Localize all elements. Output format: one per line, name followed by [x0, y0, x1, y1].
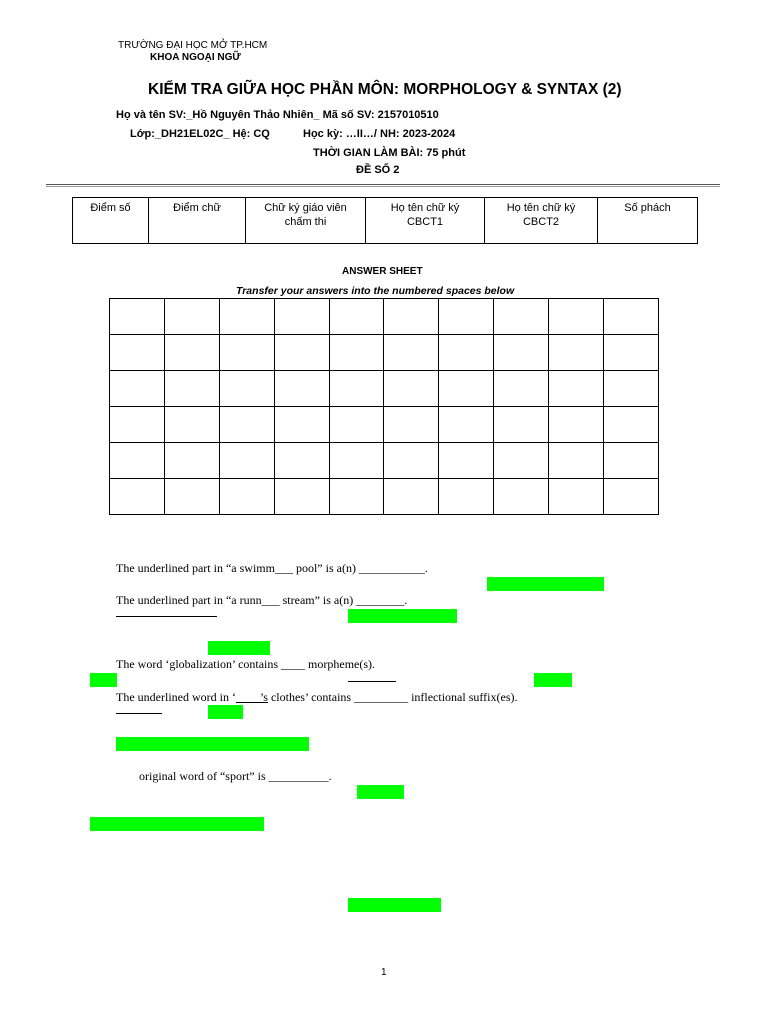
- grading-table: [72, 197, 698, 244]
- class-info: Lớp:_DH21EL02C_ Hệ: CQ: [130, 128, 270, 140]
- question-3: The word ‘globalization’ contains ____ morpheme(s).: [116, 657, 376, 671]
- answer-grid-cell[interactable]: [494, 299, 549, 335]
- answer-grid-row: [110, 443, 659, 479]
- answer-grid-cell[interactable]: [219, 335, 274, 371]
- answer-grid-cell[interactable]: [164, 479, 219, 515]
- answer-grid-cell[interactable]: [219, 479, 274, 515]
- grading-cell-code: [598, 198, 698, 244]
- answer-grid-cell[interactable]: [219, 407, 274, 443]
- answer-grid-cell[interactable]: [274, 371, 329, 407]
- divider-line: [46, 184, 720, 185]
- answer-grid-cell[interactable]: [549, 479, 604, 515]
- answer-grid-cell[interactable]: [494, 335, 549, 371]
- student-info: Họ và tên SV:_Hồ Nguyên Thảo Nhiên_ Mã số SV: 2157010510: [116, 109, 439, 121]
- answer-grid-cell[interactable]: [604, 335, 659, 371]
- grading-header-line1: Số phách: [624, 202, 671, 214]
- answer-grid-cell[interactable]: [439, 443, 494, 479]
- answer-grid-row: [110, 371, 659, 407]
- answer-grid-cell[interactable]: [494, 407, 549, 443]
- grading-cell-grader-signature: [246, 198, 366, 244]
- answer-grid-cell[interactable]: [604, 443, 659, 479]
- answer-grid-cell[interactable]: [110, 371, 165, 407]
- question-4: [116, 690, 517, 705]
- question-4-prefix: The underlined word in ‘: [116, 690, 236, 704]
- answer-grid-cell[interactable]: [110, 443, 165, 479]
- question-5: original word of “sport” is __________.: [139, 769, 332, 783]
- answer-sheet-instruction: Transfer your answers into the numbered spaces below: [236, 285, 515, 297]
- term-info: Học kỳ: …II…/ NH: 2023-2024: [303, 128, 456, 140]
- answer-grid-cell[interactable]: [494, 443, 549, 479]
- answer-grid-row: [110, 407, 659, 443]
- exam-duration: THỜI GIAN LÀM BÀI: 75 phút: [313, 147, 466, 159]
- highlight-mark: [348, 609, 457, 623]
- answer-grid-cell[interactable]: [329, 407, 384, 443]
- grading-header-line2: CBCT1: [406, 216, 444, 228]
- answer-grid-cell[interactable]: [439, 371, 494, 407]
- answer-grid-cell[interactable]: [439, 407, 494, 443]
- answer-grid-cell[interactable]: [164, 407, 219, 443]
- highlight-mark: [208, 641, 270, 655]
- divider-line-secondary: [46, 186, 720, 187]
- answer-sheet-title: ANSWER SHEET: [342, 266, 423, 277]
- answer-grid-cell[interactable]: [494, 479, 549, 515]
- answer-grid-cell[interactable]: [384, 371, 439, 407]
- highlight-mark: [534, 673, 572, 687]
- answer-grid-cell[interactable]: [604, 407, 659, 443]
- answer-grid-row: [110, 335, 659, 371]
- answer-grid-cell[interactable]: [549, 371, 604, 407]
- grading-header-line1: Điểm chữ: [173, 202, 221, 214]
- faculty-name: KHOA NGOẠI NGỮ: [150, 52, 241, 63]
- answer-blank-line: [348, 681, 396, 682]
- answer-grid-cell[interactable]: [164, 299, 219, 335]
- grading-header-line2: chấm thi: [284, 216, 327, 228]
- answer-grid-cell[interactable]: [329, 299, 384, 335]
- question-2: The underlined part in “a runn___ stream” is a(n) ________.: [116, 593, 408, 607]
- answer-grid-cell[interactable]: [274, 479, 329, 515]
- university-name: TRƯỜNG ĐẠI HỌC MỞ TP.HCM: [118, 40, 268, 51]
- answer-grid-cell[interactable]: [219, 299, 274, 335]
- answer-grid-cell[interactable]: [549, 407, 604, 443]
- answer-grid-cell[interactable]: [329, 443, 384, 479]
- exam-number: ĐỀ SỐ 2: [356, 164, 400, 176]
- answer-blank-line: [116, 616, 217, 617]
- question-4-suffix: clothes’ contains _________ inflectional suffix(es).: [267, 690, 518, 704]
- answer-grid-cell[interactable]: [439, 335, 494, 371]
- grading-cell-proctor2: [485, 198, 598, 244]
- highlight-mark: [116, 737, 309, 751]
- answer-grid-cell[interactable]: [604, 371, 659, 407]
- answer-grid-cell[interactable]: [110, 407, 165, 443]
- answer-grid-cell[interactable]: [549, 443, 604, 479]
- answer-grid-cell[interactable]: [110, 335, 165, 371]
- answer-grid-cell[interactable]: [219, 371, 274, 407]
- answer-grid-cell[interactable]: [384, 299, 439, 335]
- answer-grid-cell[interactable]: [164, 335, 219, 371]
- answer-grid-cell[interactable]: [549, 335, 604, 371]
- grading-header-line2: CBCT2: [522, 216, 560, 228]
- answer-grid-cell[interactable]: [384, 407, 439, 443]
- highlight-mark: [208, 705, 243, 719]
- answer-grid-cell[interactable]: [604, 299, 659, 335]
- grading-header-line1: Chữ ký giáo viên: [264, 202, 347, 214]
- highlight-mark: [90, 817, 264, 831]
- answer-grid-cell[interactable]: [219, 443, 274, 479]
- answer-grid-cell[interactable]: [384, 443, 439, 479]
- answer-grid-cell[interactable]: [549, 299, 604, 335]
- answer-grid-cell[interactable]: [384, 479, 439, 515]
- question-4-underlined: ____’s: [235, 690, 268, 704]
- grading-cell-score-words: [149, 198, 246, 244]
- grading-header-line1: Họ tên chữ ký: [390, 202, 460, 214]
- answer-grid: [109, 298, 659, 515]
- answer-grid-cell[interactable]: [329, 479, 384, 515]
- answer-grid-cell[interactable]: [384, 335, 439, 371]
- grading-header-line1: Họ tên chữ ký: [506, 202, 576, 214]
- answer-grid-row: [110, 299, 659, 335]
- question-1: The underlined part in “a swimm___ pool” is a(n) ___________.: [116, 561, 428, 575]
- answer-grid-cell[interactable]: [274, 407, 329, 443]
- answer-grid-cell[interactable]: [274, 335, 329, 371]
- answer-grid-cell[interactable]: [110, 299, 165, 335]
- answer-grid-cell[interactable]: [329, 335, 384, 371]
- answer-grid-cell[interactable]: [439, 299, 494, 335]
- answer-grid-cell[interactable]: [274, 299, 329, 335]
- answer-grid-cell[interactable]: [329, 371, 384, 407]
- highlight-mark: [348, 898, 441, 912]
- answer-grid-row: [110, 479, 659, 515]
- answer-grid-cell[interactable]: [164, 371, 219, 407]
- highlight-mark: [487, 577, 604, 591]
- highlight-mark: [357, 785, 404, 799]
- grading-cell-score: [73, 198, 149, 244]
- answer-grid-cell[interactable]: [274, 443, 329, 479]
- answer-grid-cell[interactable]: [164, 443, 219, 479]
- grading-header-line1: Điểm số: [90, 202, 131, 214]
- answer-grid-cell[interactable]: [494, 371, 549, 407]
- highlight-mark: [90, 673, 117, 687]
- answer-grid-cell[interactable]: [604, 479, 659, 515]
- exam-title: KIỂM TRA GIỮA HỌC PHẦN MÔN: MORPHOLOGY & SYNTAX (2): [148, 81, 622, 98]
- answer-grid-cell[interactable]: [110, 479, 165, 515]
- grading-cell-proctor1: [366, 198, 485, 244]
- page-number: 1: [381, 967, 387, 978]
- answer-grid-cell[interactable]: [439, 479, 494, 515]
- answer-blank-line: [116, 713, 162, 714]
